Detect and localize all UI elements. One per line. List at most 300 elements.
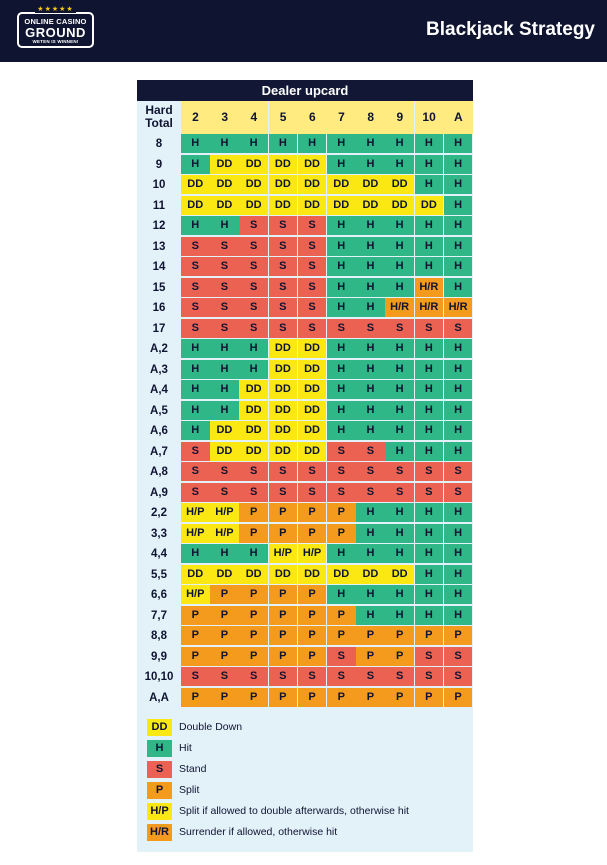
strategy-cell: DD [269, 339, 298, 358]
strategy-cell: S [181, 442, 210, 461]
strategy-cell: DD [298, 380, 327, 399]
strategy-cell: H [327, 380, 356, 399]
strategy-cell: S [327, 319, 356, 338]
legend-text: Split if allowed to double afterwards, otherwise hit [179, 805, 409, 817]
strategy-cell: H [356, 298, 385, 317]
strategy-cell: H [181, 155, 210, 174]
dealer-card-header: 7 [327, 101, 356, 134]
corner-label [137, 101, 181, 134]
strategy-cell: S [298, 298, 327, 317]
strategy-cell: H [415, 503, 444, 522]
strategy-cell: S [298, 483, 327, 502]
strategy-cell: DD [298, 442, 327, 461]
strategy-cell: S [269, 483, 298, 502]
strategy-cell: P [327, 688, 356, 707]
strategy-cell: DD [269, 380, 298, 399]
strategy-cell: DD [385, 196, 414, 215]
strategy-cell: H [444, 175, 473, 194]
strategy-cell: S [385, 319, 414, 338]
strategy-cell: DD [210, 421, 239, 440]
strategy-cell: DD [269, 196, 298, 215]
strategy-cell: H/P [181, 503, 210, 522]
strategy-cell: H [415, 360, 444, 379]
strategy-cell: H [385, 278, 414, 297]
strategy-cell: S [385, 483, 414, 502]
strategy-cell: H [415, 339, 444, 358]
strategy-cell: P [269, 647, 298, 666]
strategy-cell: S [269, 319, 298, 338]
strategy-cell: S [269, 278, 298, 297]
column-header-row [137, 101, 473, 134]
strategy-cell: P [210, 626, 239, 645]
strategy-cell: H [356, 155, 385, 174]
strategy-cell: H [444, 237, 473, 256]
strategy-cell: P [327, 503, 356, 522]
dealer-card-header: 10 [415, 101, 444, 134]
strategy-cell: P [444, 626, 473, 645]
strategy-cell: H [415, 257, 444, 276]
table-row [137, 647, 473, 667]
strategy-cell: H/R [415, 298, 444, 317]
legend-swatch: H/P [147, 803, 172, 820]
table-row [137, 606, 473, 626]
strategy-cell: H [356, 237, 385, 256]
strategy-cell: S [298, 237, 327, 256]
table-row [137, 196, 473, 216]
strategy-cell: H/P [210, 524, 239, 543]
strategy-cell: H [181, 360, 210, 379]
row-label: A,8 [150, 466, 168, 478]
strategy-chart [137, 80, 473, 852]
table-row [137, 524, 473, 544]
strategy-cell: S [298, 257, 327, 276]
strategy-cell: P [444, 688, 473, 707]
strategy-cell: H [444, 339, 473, 358]
strategy-cell: H [415, 442, 444, 461]
strategy-cell: S [356, 442, 385, 461]
strategy-cell: H [415, 237, 444, 256]
row-label: A,5 [150, 404, 168, 417]
strategy-cell: H [356, 606, 385, 625]
strategy-cell: DD [239, 155, 268, 174]
strategy-cell: DD [239, 380, 268, 399]
strategy-cell: H [298, 134, 327, 153]
strategy-cell: S [239, 462, 268, 481]
strategy-cell: S [269, 298, 298, 317]
strategy-cell: S [327, 442, 356, 461]
strategy-cell: S [444, 319, 473, 338]
logo-tagline: WETEN IS WINNEN! [32, 39, 79, 44]
legend-swatch: H [147, 740, 172, 757]
strategy-cell: H [415, 544, 444, 563]
strategy-cell: H [356, 503, 385, 522]
strategy-cell: S [269, 257, 298, 276]
row-label: 6,6 [151, 589, 167, 601]
strategy-cell: H [356, 216, 385, 235]
strategy-cell: H [239, 360, 268, 379]
strategy-cell: H [385, 216, 414, 235]
strategy-cell: DD [181, 196, 210, 215]
strategy-cell: H [385, 524, 414, 543]
strategy-cell: H [356, 544, 385, 563]
strategy-cell: H [385, 360, 414, 379]
strategy-cell: H [181, 134, 210, 153]
strategy-cell: S [444, 483, 473, 502]
corner-label-line-2: Total [145, 116, 173, 130]
table-row [137, 257, 473, 277]
strategy-cell: P [239, 585, 268, 604]
strategy-cell: S [415, 647, 444, 666]
page-title: Blackjack Strategy [426, 19, 595, 40]
strategy-cell: P [181, 688, 210, 707]
row-label: A,3 [150, 363, 168, 376]
strategy-cell: H [444, 401, 473, 420]
strategy-cell: S [444, 462, 473, 481]
strategy-cell: S [298, 462, 327, 481]
strategy-cell: H/P [181, 524, 210, 543]
strategy-cell: DD [298, 155, 327, 174]
strategy-cell: P [210, 647, 239, 666]
strategy-cell: DD [415, 196, 444, 215]
strategy-cell: S [239, 483, 268, 502]
strategy-cell: H [239, 134, 268, 153]
strategy-cell: DD [298, 196, 327, 215]
table-row [137, 544, 473, 564]
strategy-cell: H [327, 237, 356, 256]
strategy-cell: S [210, 319, 239, 338]
strategy-cell: H [356, 257, 385, 276]
strategy-cell: H [327, 134, 356, 153]
strategy-cell: H [444, 524, 473, 543]
dealer-card-header: A [444, 101, 473, 134]
table-row [137, 401, 473, 421]
strategy-cell: P [385, 647, 414, 666]
strategy-cell: H [356, 524, 385, 543]
strategy-cell: S [239, 298, 268, 317]
strategy-cell: P [239, 688, 268, 707]
strategy-cell: S [181, 462, 210, 481]
strategy-cell: H [385, 442, 414, 461]
strategy-cell: DD [327, 565, 356, 584]
strategy-cell: P [298, 688, 327, 707]
table-row [137, 565, 473, 585]
row-label: 10,10 [144, 671, 174, 683]
strategy-cell: P [298, 585, 327, 604]
strategy-cell: H [385, 134, 414, 153]
dealer-card-header: 5 [269, 101, 298, 134]
row-label: A,4 [150, 384, 168, 396]
strategy-cell: P [327, 606, 356, 625]
strategy-cell: P [181, 606, 210, 625]
strategy-cell: H [444, 585, 473, 604]
legend-swatch: DD [147, 719, 172, 736]
strategy-cell: H [444, 278, 473, 297]
row-label: 2,2 [151, 507, 167, 519]
strategy-cell: H [415, 380, 444, 399]
dealer-card-header: 3 [210, 101, 239, 134]
strategy-cell: H [415, 606, 444, 625]
strategy-cell: DD [298, 339, 327, 358]
row-label: 8 [155, 138, 163, 150]
strategy-cell: DD [269, 565, 298, 584]
strategy-cell: H [385, 503, 414, 522]
strategy-cell: H [444, 134, 473, 153]
strategy-cell: H [181, 216, 210, 235]
strategy-cell: S [239, 237, 268, 256]
dealer-card-header: 6 [298, 101, 327, 134]
strategy-cell: H/R [415, 278, 444, 297]
strategy-cell: H [444, 503, 473, 522]
table-row [137, 278, 473, 298]
strategy-cell: H [210, 401, 239, 420]
row-label: 8,8 [151, 630, 167, 642]
strategy-cell: H [327, 360, 356, 379]
strategy-cell: S [210, 483, 239, 502]
strategy-cell: H [444, 544, 473, 563]
strategy-cell: DD [181, 565, 210, 584]
legend-text: Hit [179, 742, 192, 754]
strategy-cell: H [415, 401, 444, 420]
strategy-cell: H [444, 196, 473, 215]
strategy-cell: H [356, 134, 385, 153]
strategy-cell: H [327, 421, 356, 440]
corner-label-line-1: Hard [145, 103, 173, 117]
strategy-cell: H [210, 339, 239, 358]
strategy-cell: S [415, 667, 444, 686]
strategy-cell: H [356, 360, 385, 379]
strategy-cell: H [327, 544, 356, 563]
legend-swatch: P [147, 782, 172, 799]
strategy-cell: S [210, 237, 239, 256]
strategy-cell: S [444, 667, 473, 686]
legend-swatch: S [147, 761, 172, 778]
table-row [137, 380, 473, 400]
strategy-cell: S [210, 298, 239, 317]
strategy-cell: P [210, 688, 239, 707]
table-row [137, 134, 473, 154]
strategy-cell: P [269, 524, 298, 543]
strategy-cell: P [181, 647, 210, 666]
legend-text: Stand [179, 763, 207, 775]
row-label: A,A [149, 691, 169, 704]
row-label: 11 [152, 199, 166, 212]
table-row [137, 483, 473, 503]
strategy-cell: H [327, 298, 356, 317]
strategy-cell: S [239, 257, 268, 276]
strategy-cell: H [210, 360, 239, 379]
strategy-cell: S [327, 483, 356, 502]
strategy-cell: DD [210, 175, 239, 194]
strategy-cell: DD [356, 565, 385, 584]
strategy-cell: DD [327, 196, 356, 215]
strategy-cell: S [444, 647, 473, 666]
strategy-cell: DD [269, 401, 298, 420]
strategy-cell: H [385, 544, 414, 563]
strategy-cell: S [327, 667, 356, 686]
strategy-cell: H [385, 401, 414, 420]
strategy-cell: S [239, 319, 268, 338]
strategy-cell: S [356, 483, 385, 502]
strategy-cell: P [356, 688, 385, 707]
strategy-cell: P [298, 647, 327, 666]
strategy-cell: S [210, 462, 239, 481]
strategy-cell: H [385, 380, 414, 399]
strategy-cell: DD [210, 565, 239, 584]
strategy-cell: S [269, 216, 298, 235]
strategy-cell: S [181, 483, 210, 502]
strategy-cell: P [239, 524, 268, 543]
legend-text: Double Down [179, 721, 243, 733]
strategy-cell: DD [385, 175, 414, 194]
strategy-cell: DD [298, 360, 327, 379]
strategy-cell: S [210, 278, 239, 297]
table-row [137, 585, 473, 605]
strategy-cell: H [210, 380, 239, 399]
strategy-cell: P [298, 606, 327, 625]
table-row [137, 667, 473, 687]
strategy-cell: P [269, 585, 298, 604]
strategy-cell: H [415, 175, 444, 194]
strategy-cell: H [415, 155, 444, 174]
dealer-card-header: 2 [181, 101, 210, 134]
table-row [137, 155, 473, 175]
strategy-cell: S [327, 647, 356, 666]
strategy-cell: H [385, 585, 414, 604]
strategy-cell: H [210, 544, 239, 563]
strategy-cell: S [181, 278, 210, 297]
strategy-cell: S [385, 667, 414, 686]
legend-swatch: H/R [147, 824, 172, 841]
strategy-cell: H/P [269, 544, 298, 563]
strategy-cell: S [269, 237, 298, 256]
table-row [137, 626, 473, 646]
strategy-cell: DD [298, 401, 327, 420]
strategy-cell: DD [210, 155, 239, 174]
strategy-cell: S [385, 462, 414, 481]
strategy-cell: H [327, 339, 356, 358]
strategy-cell: DD [327, 175, 356, 194]
strategy-cell: S [210, 257, 239, 276]
strategy-cell: H [181, 401, 210, 420]
dealer-card-header: 8 [356, 101, 385, 134]
strategy-cell: S [181, 319, 210, 338]
strategy-cell: S [356, 319, 385, 338]
strategy-cell: H [444, 380, 473, 399]
strategy-cell: S [181, 257, 210, 276]
strategy-cell: S [239, 667, 268, 686]
site-logo[interactable] [17, 6, 94, 48]
strategy-cell: S [181, 298, 210, 317]
strategy-cell: P [239, 626, 268, 645]
table-row [137, 688, 473, 708]
table-row [137, 462, 473, 482]
logo-line-2: GROUND [25, 25, 86, 40]
row-label: 4,4 [151, 548, 167, 560]
table-row [137, 442, 473, 462]
strategy-cell: DD [298, 175, 327, 194]
logo-line-1: ONLINE CASINO [24, 17, 87, 26]
table-row [137, 175, 473, 195]
row-label: 16 [152, 302, 166, 314]
strategy-cell: H [327, 216, 356, 235]
strategy-cell: DD [298, 565, 327, 584]
strategy-cell: P [356, 626, 385, 645]
strategy-cell: H [444, 565, 473, 584]
strategy-cell: P [269, 503, 298, 522]
strategy-cell: H [181, 380, 210, 399]
strategy-cell: H [210, 134, 239, 153]
strategy-cell: DD [210, 196, 239, 215]
table-row [137, 421, 473, 441]
strategy-cell: P [385, 688, 414, 707]
strategy-cell: P [269, 606, 298, 625]
strategy-cell: H [181, 421, 210, 440]
row-label: 9,9 [151, 650, 167, 663]
strategy-cell: S [239, 216, 268, 235]
strategy-cell: H [415, 585, 444, 604]
strategy-cell: H [356, 421, 385, 440]
strategy-cell: H [415, 524, 444, 543]
strategy-cell: DD [239, 565, 268, 584]
strategy-cell: DD [269, 175, 298, 194]
strategy-cell: H [415, 565, 444, 584]
strategy-cell: H [385, 237, 414, 256]
strategy-cell: H [356, 401, 385, 420]
strategy-cell: H [181, 339, 210, 358]
row-label: A,9 [150, 486, 168, 499]
strategy-cell: H [385, 421, 414, 440]
strategy-cell: S [269, 462, 298, 481]
strategy-cell: DD [239, 442, 268, 461]
strategy-cell: H [415, 421, 444, 440]
strategy-cell: H [356, 278, 385, 297]
strategy-cell: P [210, 585, 239, 604]
strategy-cell: H [239, 544, 268, 563]
strategy-cell: H [356, 380, 385, 399]
strategy-cell: H/R [385, 298, 414, 317]
strategy-cell: H/P [298, 544, 327, 563]
row-label: 5,5 [151, 568, 167, 581]
strategy-cell: P [298, 626, 327, 645]
strategy-cell: H [415, 216, 444, 235]
strategy-cell: S [298, 319, 327, 338]
strategy-cell: P [210, 606, 239, 625]
strategy-cell: H [444, 606, 473, 625]
strategy-cell: H [415, 134, 444, 153]
strategy-cell: P [239, 606, 268, 625]
strategy-cell: H [444, 421, 473, 440]
strategy-cell: P [239, 503, 268, 522]
strategy-cell: P [356, 647, 385, 666]
strategy-cell: H [239, 339, 268, 358]
strategy-cell: P [327, 626, 356, 645]
strategy-cell: H [444, 257, 473, 276]
strategy-cell: DD [239, 175, 268, 194]
row-label: A,2 [150, 343, 168, 355]
strategy-cell: P [269, 688, 298, 707]
strategy-cell: DD [269, 155, 298, 174]
strategy-cell: H [327, 257, 356, 276]
strategy-cell: H [181, 544, 210, 563]
strategy-cell: S [356, 462, 385, 481]
row-label: 10 [152, 179, 166, 191]
row-label: 12 [152, 220, 166, 232]
legend [137, 710, 473, 852]
strategy-cell: S [298, 667, 327, 686]
row-label: 3,3 [151, 527, 167, 540]
strategy-cell: P [415, 626, 444, 645]
strategy-cell: S [239, 278, 268, 297]
